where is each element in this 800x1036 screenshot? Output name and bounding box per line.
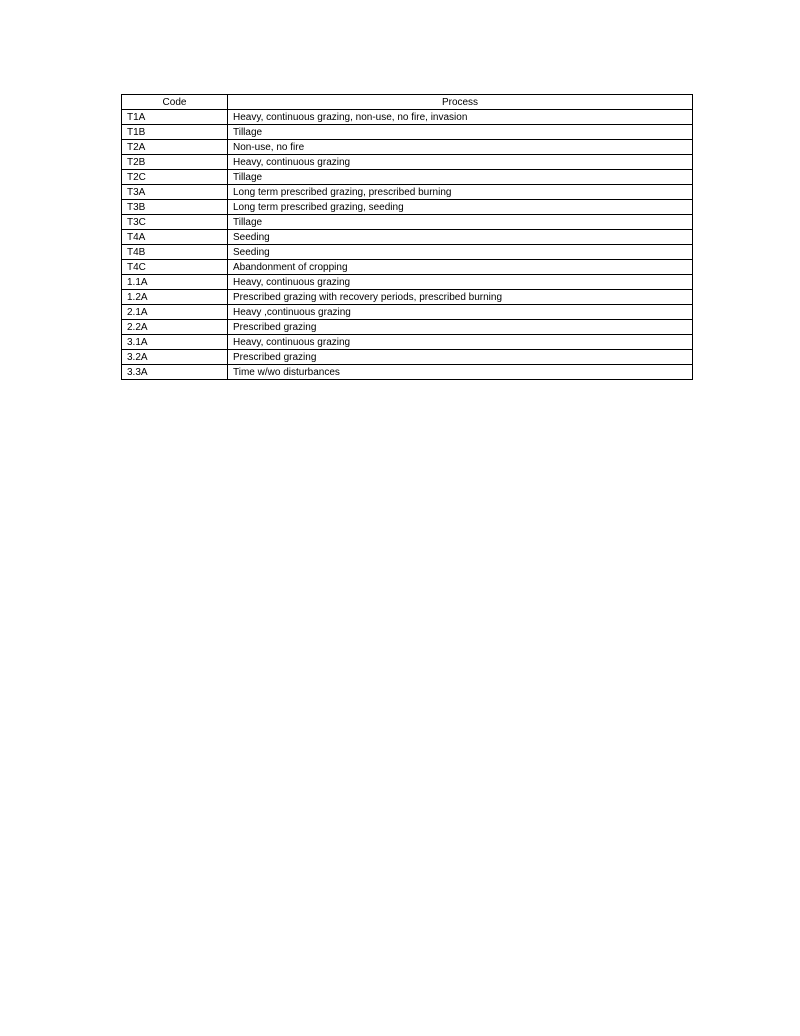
code-cell: 3.3A	[122, 365, 228, 380]
process-cell: Prescribed grazing with recovery periods, prescribed burning	[228, 290, 693, 305]
process-cell: Heavy, continuous grazing	[228, 275, 693, 290]
process-cell: Long term prescribed grazing, prescribed burning	[228, 185, 693, 200]
code-cell: T1B	[122, 125, 228, 140]
code-cell: T4B	[122, 245, 228, 260]
table-row	[122, 260, 693, 275]
table-row	[122, 230, 693, 245]
table-row	[122, 170, 693, 185]
process-cell: Prescribed grazing	[228, 320, 693, 335]
process-cell: Time w/wo disturbances	[228, 365, 693, 380]
process-cell: Tillage	[228, 170, 693, 185]
process-cell: Tillage	[228, 125, 693, 140]
code-cell: 1.2A	[122, 290, 228, 305]
table-row	[122, 110, 693, 125]
table-row	[122, 185, 693, 200]
table-row	[122, 140, 693, 155]
process-cell: Seeding	[228, 245, 693, 260]
code-cell: T4C	[122, 260, 228, 275]
code-cell: T3A	[122, 185, 228, 200]
table-row	[122, 245, 693, 260]
code-cell: T2A	[122, 140, 228, 155]
code-cell: T2B	[122, 155, 228, 170]
process-cell: Long term prescribed grazing, seeding	[228, 200, 693, 215]
table-row	[122, 215, 693, 230]
process-table	[121, 94, 693, 380]
process-cell: Abandonment of cropping	[228, 260, 693, 275]
code-cell: 3.1A	[122, 335, 228, 350]
table-row	[122, 335, 693, 350]
code-cell: T4A	[122, 230, 228, 245]
process-cell: Prescribed grazing	[228, 350, 693, 365]
process-cell: Seeding	[228, 230, 693, 245]
table-row	[122, 125, 693, 140]
column-header-code: Code	[122, 95, 228, 110]
code-cell: 2.2A	[122, 320, 228, 335]
table-row	[122, 200, 693, 215]
table-row	[122, 305, 693, 320]
code-cell: T1A	[122, 110, 228, 125]
code-cell: T3C	[122, 215, 228, 230]
table-row	[122, 275, 693, 290]
process-cell: Heavy, continuous grazing	[228, 155, 693, 170]
table-row	[122, 320, 693, 335]
column-header-process: Process	[228, 95, 693, 110]
table-row	[122, 155, 693, 170]
process-cell: Tillage	[228, 215, 693, 230]
table-row	[122, 290, 693, 305]
process-cell: Heavy, continuous grazing	[228, 335, 693, 350]
code-cell: 2.1A	[122, 305, 228, 320]
code-cell: T2C	[122, 170, 228, 185]
process-cell: Heavy ,continuous grazing	[228, 305, 693, 320]
table-header-row	[122, 95, 693, 110]
table-body	[122, 110, 693, 380]
table-row	[122, 365, 693, 380]
process-cell: Non-use, no fire	[228, 140, 693, 155]
process-cell: Heavy, continuous grazing, non-use, no fire, invasion	[228, 110, 693, 125]
code-cell: 3.2A	[122, 350, 228, 365]
code-cell: 1.1A	[122, 275, 228, 290]
table-row	[122, 350, 693, 365]
code-cell: T3B	[122, 200, 228, 215]
